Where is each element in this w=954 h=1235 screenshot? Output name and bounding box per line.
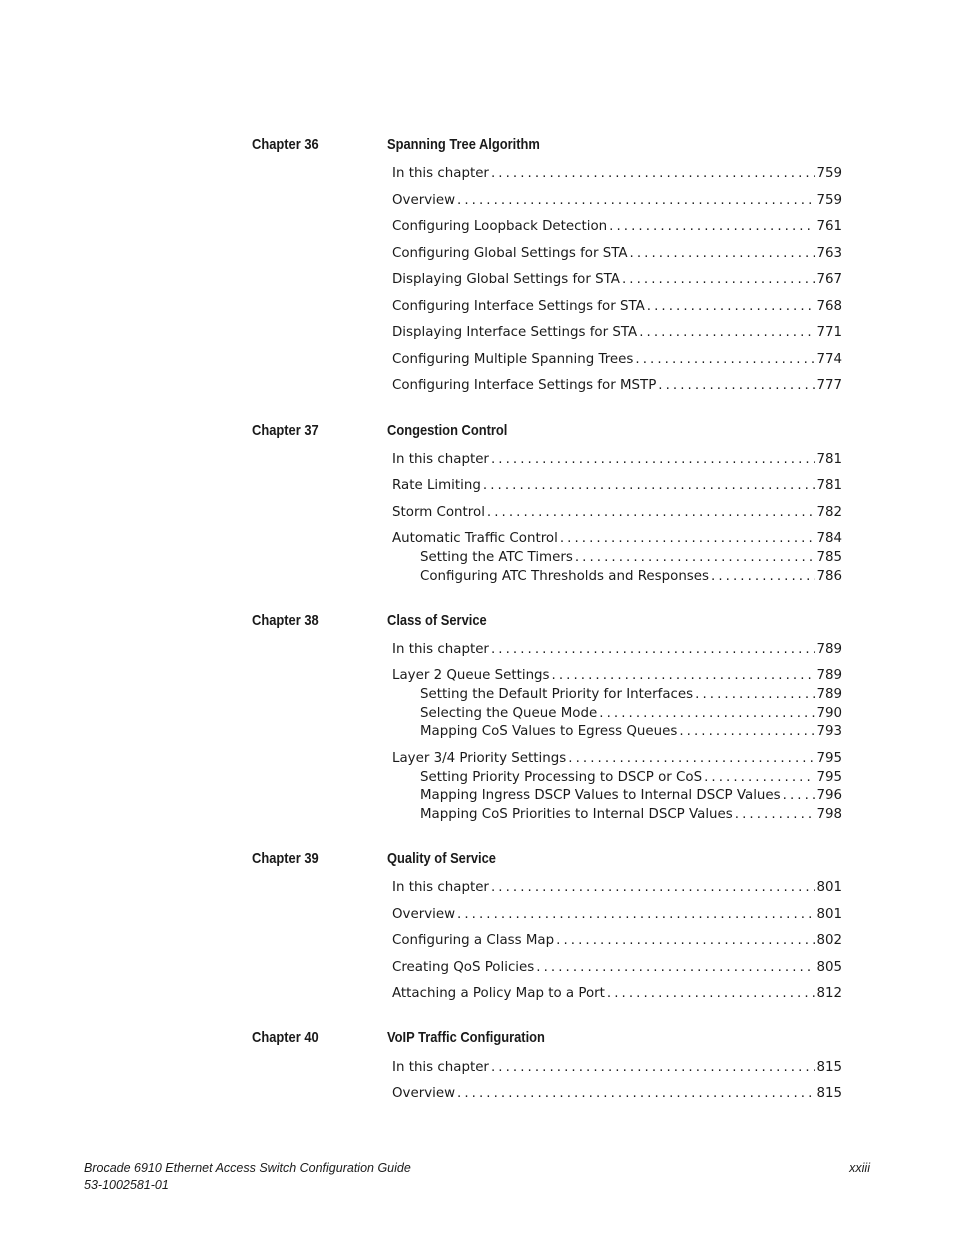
- dot-leader: [491, 642, 816, 657]
- toc-subentry[interactable]: [420, 706, 842, 725]
- entry-label: Rate Limiting: [392, 478, 481, 493]
- entry-page: 786: [816, 569, 842, 584]
- entry-page: 815: [816, 1086, 842, 1101]
- entry-label: Attaching a Policy Map to a Port: [392, 986, 605, 1001]
- dot-leader: [658, 378, 815, 393]
- toc-entry[interactable]: [392, 960, 842, 979]
- entry-page: 759: [816, 193, 842, 208]
- chapter-37-title[interactable]: Congestion Control: [387, 422, 508, 439]
- chapter-38-label: Chapter 38: [252, 612, 319, 629]
- entry-page: 795: [816, 751, 842, 766]
- entry-label: Overview: [392, 193, 456, 208]
- dot-leader: [457, 907, 815, 922]
- entry-label: Creating QoS Policies: [392, 960, 535, 975]
- toc-entry[interactable]: [392, 219, 842, 238]
- entry-page: 782: [816, 505, 842, 520]
- chapter-40-label: Chapter 40: [252, 1029, 319, 1046]
- toc-entry[interactable]: [392, 1086, 842, 1105]
- dot-leader: [695, 687, 815, 702]
- toc-subentry[interactable]: [420, 569, 842, 588]
- footer-doc-number: 53-1002581-01: [84, 1178, 169, 1192]
- dot-leader: [491, 166, 816, 181]
- toc-entry[interactable]: [392, 668, 842, 687]
- dot-leader: [622, 272, 815, 287]
- toc-entry[interactable]: [392, 352, 842, 371]
- dot-leader: [487, 505, 816, 520]
- entry-page: 801: [816, 880, 842, 895]
- toc-entry[interactable]: [392, 478, 842, 497]
- entry-label: Configuring Interface Settings for MSTP: [392, 378, 657, 393]
- entry-page: 774: [816, 352, 842, 367]
- entry-label: Storm Control: [392, 505, 485, 520]
- toc-entry[interactable]: [392, 299, 842, 318]
- chapter-40-title[interactable]: VoIP Traffic Configuration: [387, 1029, 545, 1046]
- entry-page: 761: [816, 219, 842, 234]
- toc-entry[interactable]: [392, 531, 842, 550]
- dot-leader: [735, 807, 816, 822]
- entry-page: 789: [816, 668, 842, 683]
- entry-page: 784: [816, 531, 842, 546]
- chapter-36-title[interactable]: Spanning Tree Algorithm: [387, 136, 540, 153]
- entry-label: Overview: [392, 1086, 456, 1101]
- entry-label: Configuring a Class Map: [392, 933, 555, 948]
- dot-leader: [575, 550, 816, 565]
- entry-label: Setting the ATC Timers: [420, 550, 573, 565]
- footer-page-number: xxiii: [849, 1161, 870, 1175]
- entry-label: Automatic Traffic Control: [392, 531, 558, 546]
- toc-entry[interactable]: [392, 880, 842, 899]
- entry-page: 767: [816, 272, 842, 287]
- entry-label: Configuring Loopback Detection: [392, 219, 608, 234]
- chapter-39-title[interactable]: Quality of Service: [387, 850, 496, 867]
- entry-page: 777: [816, 378, 842, 393]
- entry-label: Configuring ATC Thresholds and Responses: [420, 569, 710, 584]
- toc-entry[interactable]: [392, 986, 842, 1005]
- toc-subentry[interactable]: [420, 550, 842, 569]
- entry-page: 801: [816, 907, 842, 922]
- entry-page: 759: [816, 166, 842, 181]
- dot-leader: [607, 986, 816, 1001]
- dot-leader: [704, 770, 815, 785]
- dot-leader: [556, 933, 815, 948]
- entry-page: 812: [816, 986, 842, 1001]
- dot-leader: [491, 452, 816, 467]
- entry-page: 798: [816, 807, 842, 822]
- toc-entry[interactable]: [392, 933, 842, 952]
- entry-page: 793: [816, 724, 842, 739]
- chapter-38-title[interactable]: Class of Service: [387, 612, 487, 629]
- entry-label: Mapping CoS Values to Egress Queues: [420, 724, 678, 739]
- entry-page: 790: [816, 706, 842, 721]
- entry-label: Displaying Interface Settings for STA: [392, 325, 638, 340]
- dot-leader: [635, 352, 815, 367]
- entry-label: In this chapter: [392, 452, 489, 467]
- dot-leader: [457, 1086, 815, 1101]
- toc-entry[interactable]: [392, 751, 842, 770]
- chapter-39-label: Chapter 39: [252, 850, 319, 867]
- toc-subentry[interactable]: [420, 788, 842, 807]
- entry-page: 771: [816, 325, 842, 340]
- dot-leader: [609, 219, 815, 234]
- entry-page: 789: [816, 687, 842, 702]
- toc-subentry[interactable]: [420, 770, 842, 789]
- dot-leader: [711, 569, 815, 584]
- toc-subentry[interactable]: [420, 724, 842, 743]
- entry-page: 763: [816, 246, 842, 261]
- dot-leader: [647, 299, 816, 314]
- entry-page: 785: [816, 550, 842, 565]
- toc-entry[interactable]: [392, 907, 842, 926]
- dot-leader: [630, 246, 816, 261]
- toc-entry[interactable]: [392, 1060, 842, 1079]
- entry-page: 768: [816, 299, 842, 314]
- toc-entry[interactable]: [392, 505, 842, 524]
- toc-entry[interactable]: [392, 642, 842, 661]
- entry-page: 796: [816, 788, 842, 803]
- entry-page: 815: [816, 1060, 842, 1075]
- dot-leader: [483, 478, 816, 493]
- footer-doc-title: Brocade 6910 Ethernet Access Switch Configuration Guide: [84, 1161, 411, 1175]
- chapter-36-label: Chapter 36: [252, 136, 319, 153]
- entry-page: 802: [816, 933, 842, 948]
- entry-label: Overview: [392, 907, 456, 922]
- toc-subentry[interactable]: [420, 807, 842, 826]
- entry-label: Configuring Global Settings for STA: [392, 246, 628, 261]
- entry-page: 795: [816, 770, 842, 785]
- dot-leader: [568, 751, 815, 766]
- toc-entry[interactable]: [392, 452, 842, 471]
- toc-entry[interactable]: [392, 193, 842, 212]
- entry-label: Configuring Interface Settings for STA: [392, 299, 645, 314]
- dot-leader: [491, 1060, 816, 1075]
- toc-entry[interactable]: [392, 246, 842, 265]
- dot-leader: [457, 193, 815, 208]
- dot-leader: [639, 325, 815, 340]
- entry-label: In this chapter: [392, 880, 489, 895]
- toc-entry[interactable]: [392, 272, 842, 291]
- entry-label: Setting Priority Processing to DSCP or CoS: [420, 770, 703, 785]
- dot-leader: [560, 531, 816, 546]
- entry-label: Layer 3/4 Priority Settings: [392, 751, 567, 766]
- dot-leader: [552, 668, 816, 683]
- entry-page: 789: [816, 642, 842, 657]
- chapter-37-label: Chapter 37: [252, 422, 319, 439]
- entry-page: 781: [816, 478, 842, 493]
- entry-label: Setting the Default Priority for Interfaces: [420, 687, 694, 702]
- toc-entry[interactable]: [392, 166, 842, 185]
- dot-leader: [491, 880, 816, 895]
- toc-subentry[interactable]: [420, 687, 842, 706]
- entry-label: Mapping Ingress DSCP Values to Internal DSCP Values: [420, 788, 781, 803]
- dot-leader: [536, 960, 815, 975]
- entry-label: In this chapter: [392, 1060, 489, 1075]
- toc-entry[interactable]: [392, 325, 842, 344]
- entry-label: In this chapter: [392, 166, 489, 181]
- toc-entry[interactable]: [392, 378, 842, 397]
- dot-leader: [599, 706, 815, 721]
- dot-leader: [679, 724, 815, 739]
- entry-label: Selecting the Queue Mode: [420, 706, 598, 721]
- entry-label: Mapping CoS Priorities to Internal DSCP Values: [420, 807, 733, 822]
- entry-label: Displaying Global Settings for STA: [392, 272, 620, 287]
- entry-page: 781: [816, 452, 842, 467]
- dot-leader: [783, 788, 816, 803]
- entry-label: In this chapter: [392, 642, 489, 657]
- entry-label: Layer 2 Queue Settings: [392, 668, 550, 683]
- entry-label: Configuring Multiple Spanning Trees: [392, 352, 634, 367]
- entry-page: 805: [816, 960, 842, 975]
